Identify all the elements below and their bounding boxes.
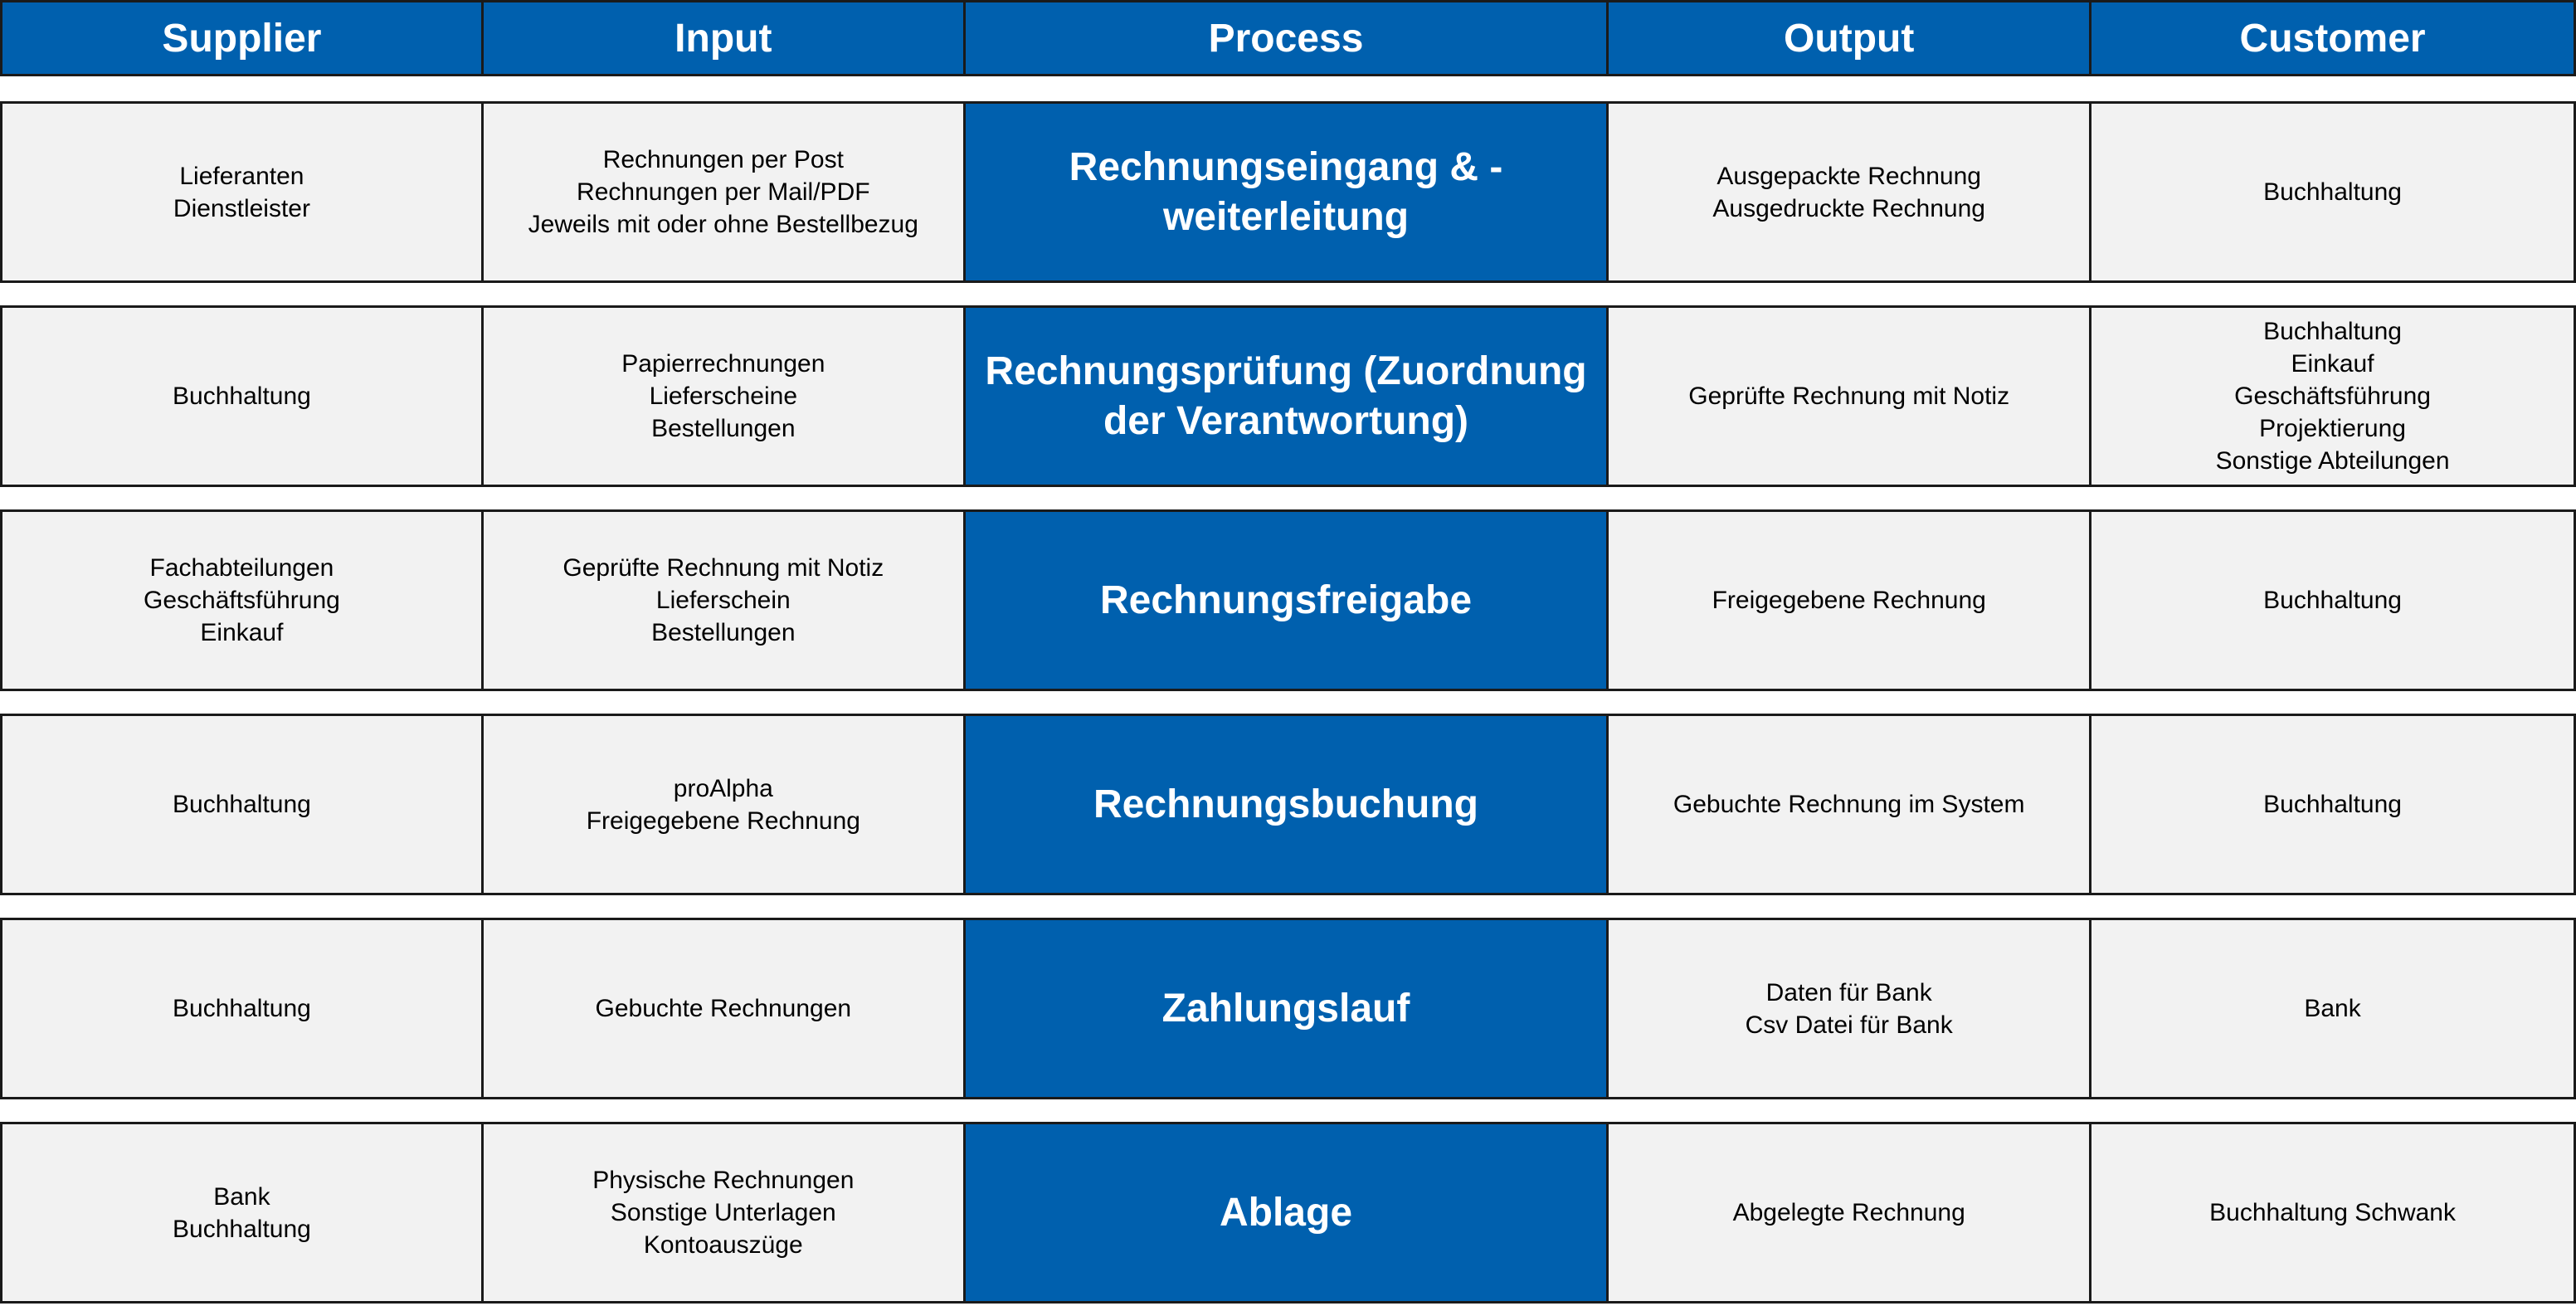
output-cell: Gebuchte Rechnung im System [1606, 714, 2091, 895]
input-cell: Physische Rechnungen Sonstige Unterlagen Kontoauszüge [481, 1122, 966, 1304]
output-cell: Geprüfte Rechnung mit Notiz [1606, 305, 2091, 487]
customer-cell: Buchhaltung Schwank [2089, 1122, 2576, 1304]
customer-cell: Buchhaltung [2089, 101, 2576, 283]
header-supplier: Supplier [0, 0, 484, 76]
customer-cell: Bank [2089, 918, 2576, 1099]
input-cell: Rechnungen per Post Rechnungen per Mail/PDF Jeweils mit oder ohne Bestellbezug [481, 101, 966, 283]
supplier-cell: Lieferanten Dienstleister [0, 101, 484, 283]
output-cell: Ausgepackte Rechnung Ausgedruckte Rechnung [1606, 101, 2091, 283]
header-output: Output [1606, 0, 2091, 76]
customer-cell: Buchhaltung [2089, 714, 2576, 895]
output-cell: Freigegebene Rechnung [1606, 509, 2091, 691]
header-customer: Customer [2089, 0, 2576, 76]
supplier-cell: Fachabteilungen Geschäftsführung Einkauf [0, 509, 484, 691]
input-cell: Geprüfte Rechnung mit Notiz Lieferschein Bestellungen [481, 509, 966, 691]
header-input: Input [481, 0, 966, 76]
sipoc-row-rechnungsfreigabe [0, 509, 2576, 691]
header-process: Process [963, 0, 1609, 76]
sipoc-row-rechnungseingang [0, 101, 2576, 283]
process-step: Rechnungsbuchung [963, 714, 1609, 895]
supplier-cell: Bank Buchhaltung [0, 1122, 484, 1304]
supplier-cell: Buchhaltung [0, 714, 484, 895]
sipoc-row-rechnungsbuchung [0, 714, 2576, 895]
process-step: Rechnungsfreigabe [963, 509, 1609, 691]
customer-cell: Buchhaltung [2089, 509, 2576, 691]
customer-cell: Buchhaltung Einkauf Geschäftsführung Projektierung Sonstige Abteilungen [2089, 305, 2576, 487]
process-step: Ablage [963, 1122, 1609, 1304]
sipoc-row-rechnungspruefung [0, 305, 2576, 487]
output-cell: Daten für Bank Csv Datei für Bank [1606, 918, 2091, 1099]
supplier-cell: Buchhaltung [0, 305, 484, 487]
sipoc-row-zahlungslauf [0, 918, 2576, 1099]
input-cell: Gebuchte Rechnungen [481, 918, 966, 1099]
output-cell: Abgelegte Rechnung [1606, 1122, 2091, 1304]
input-cell: proAlpha Freigegebene Rechnung [481, 714, 966, 895]
input-cell: Papierrechnungen Lieferscheine Bestellungen [481, 305, 966, 487]
sipoc-row-ablage [0, 1122, 2576, 1304]
process-step: Zahlungslauf [963, 918, 1609, 1099]
supplier-cell: Buchhaltung [0, 918, 484, 1099]
sipoc-header-row [0, 0, 2576, 76]
process-step: Rechnungsprüfung (Zuordnung der Verantwortung) [963, 305, 1609, 487]
process-step: Rechnungseingang & - weiterleitung [963, 101, 1609, 283]
